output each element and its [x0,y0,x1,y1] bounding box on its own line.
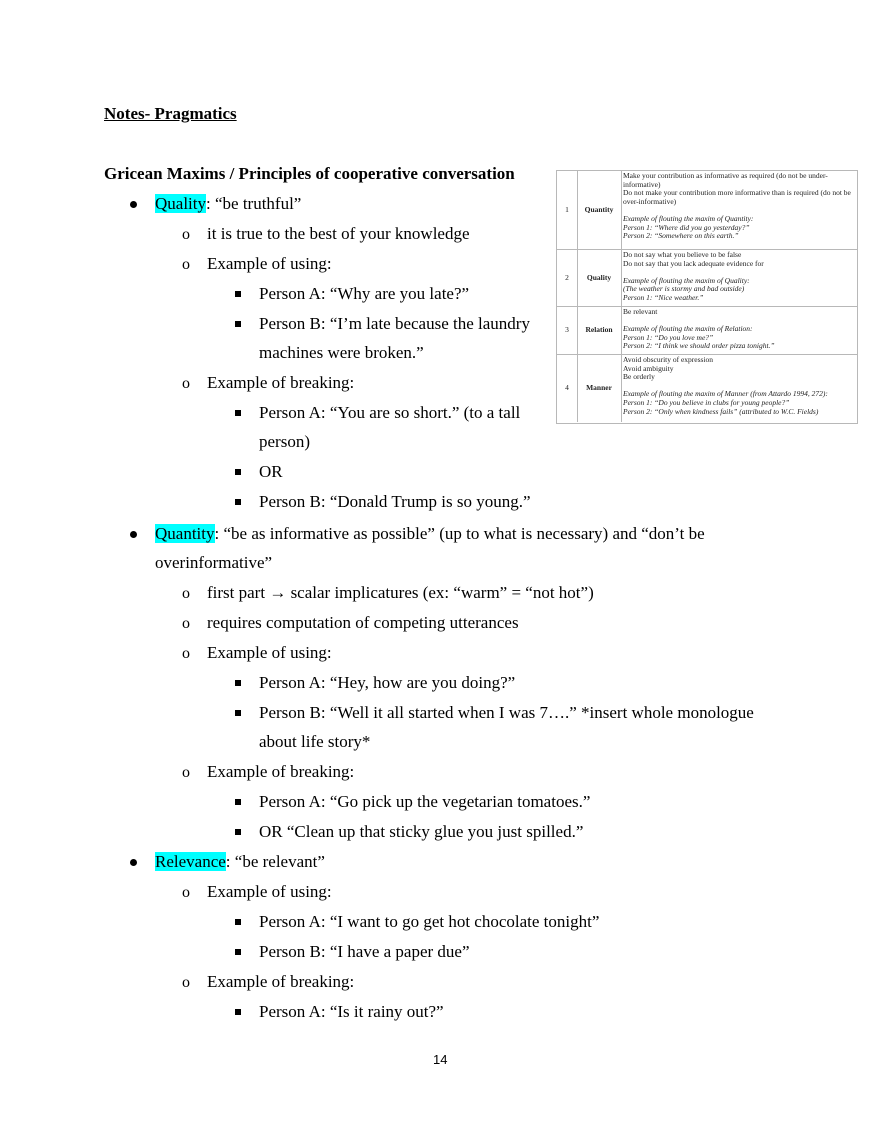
square-bullet-icon [235,829,241,835]
square-bullet-icon [235,499,241,505]
table-row [557,307,857,355]
quality-sub1: it is true to the best of your knowledge [207,224,470,243]
circle-bullet-icon: o [182,764,190,781]
table-line: Do not make your contribution more informative than is required (do not be [623,189,851,198]
square-bullet-icon [235,949,241,955]
quality-using2b: machines were broken.” [259,343,424,362]
section-heading: Gricean Maxims / Principles of cooperative conversation [104,164,515,183]
square-bullet-icon [235,469,241,475]
table-line: Person 2: “Only when kindness fails” (attributed to W.C. Fields) [623,407,819,416]
quantity-breaking1: Person A: “Go pick up the vegetarian tomatoes.” [259,792,591,811]
quantity-breaking2: OR “Clean up that sticky glue you just spilled.” [259,822,584,841]
table-line: Person 1: “Do you love me?” [623,333,714,342]
table-cell-num: 4 [557,355,578,422]
table-cell-maxim: Relation [577,307,622,354]
quality-definition: : “be truthful” [206,194,302,213]
quality-breaking-label: Example of breaking: [207,373,355,392]
quantity-definition-cont: overinformative” [155,553,273,572]
relevance-item [155,852,325,872]
circle-bullet-icon: o [182,974,190,991]
quality-breaking-or: OR [259,462,283,481]
table-cell-maxim: Quality [577,250,622,306]
relevance-using1: Person A: “I want to go get hot chocolate tonight” [259,912,600,931]
circle-bullet-icon: o [182,375,190,392]
square-bullet-icon [235,410,241,416]
bullet-dot-icon [130,859,137,866]
table-line: Example of flouting the maxim of Quantity: [623,214,754,223]
maxims-table-image [556,170,858,424]
square-bullet-icon [235,710,241,716]
square-bullet-icon [235,291,241,297]
table-line [623,268,855,277]
table-row [557,171,857,250]
quantity-using2a: Person B: “Well it all started when I was 7….” *insert whole monologue [259,703,754,722]
table-cell-num: 3 [557,307,578,354]
quality-using2a: Person B: “I’m late because the laundry [259,314,530,333]
table-line: Avoid ambiguity [623,364,674,373]
table-cell-desc [623,251,855,303]
table-cell-num: 1 [557,171,578,249]
quantity-breaking-label: Example of breaking: [207,762,355,781]
bullet-dot-icon [130,201,137,208]
square-bullet-icon [235,321,241,327]
page-number: 14 [433,1052,448,1067]
table-line: Avoid obscurity of expression [623,356,714,364]
quantity-term: Quantity [155,524,215,543]
table-line: Be relevant [623,308,658,316]
table-line: over-informative) [623,197,677,206]
quantity-using2b: about life story* [259,732,371,751]
table-cell-maxim: Quantity [577,171,622,249]
quantity-definition: : “be as informative as possible” (up to what is necessary) and “don’t be [214,524,705,543]
table-line: Person 2: “Somewhere on this earth.” [623,232,739,241]
quality-breaking1b: person) [259,432,310,451]
table-line: Do not say what you believe to be false [623,251,742,259]
table-line: informative) [623,180,661,189]
quantity-using1: Person A: “Hey, how are you doing?” [259,673,516,692]
quantity-sub1: first part → scalar implicatures (ex: “warm” = “not hot”) [207,583,594,602]
square-bullet-icon [235,799,241,805]
table-line: Person 2: “I think we should order pizza tonight.” [623,342,775,351]
quantity-using-label: Example of using: [207,643,332,662]
quantity-sub2: requires computation of competing utterances [207,613,519,632]
relevance-breaking-label: Example of breaking: [207,972,355,991]
quality-breaking2: Person B: “Donald Trump is so young.” [259,492,531,511]
table-row [557,355,857,422]
quality-item [155,194,301,214]
circle-bullet-icon: o [182,884,190,901]
circle-bullet-icon: o [182,256,190,273]
table-line [623,382,855,391]
relevance-definition: : “be relevant” [225,852,325,871]
table-line: Be orderly [623,373,655,382]
table-line: Person 1: “Where did you go yesterday?” [623,223,750,232]
circle-bullet-icon: o [182,645,190,662]
circle-bullet-icon: o [182,585,190,602]
table-line: Do not say that you lack adequate evidence for [623,259,764,268]
table-line [623,206,855,215]
square-bullet-icon [235,919,241,925]
table-cell-desc [623,172,855,241]
circle-bullet-icon: o [182,226,190,243]
relevance-term: Relevance [155,852,226,871]
table-line: Person 1: “Nice weather.” [623,293,704,302]
table-line [623,317,855,326]
circle-bullet-icon: o [182,615,190,632]
relevance-breaking1: Person A: “Is it rainy out?” [259,1002,444,1021]
table-line: Example of flouting the maxim of Manner (from Attardo 1994, 272): [623,390,828,399]
table-cell-num: 2 [557,250,578,306]
quality-term: Quality [155,194,206,213]
quality-breaking1a: Person A: “You are so short.” (to a tall [259,403,521,422]
quantity-item [155,524,705,544]
table-line: Person 1: “Do you believe in clubs for young people?” [623,398,790,407]
table-line: Example of flouting the maxim of Quality: [623,276,750,285]
table-row [557,250,857,307]
square-bullet-icon [235,1009,241,1015]
relevance-using-label: Example of using: [207,882,332,901]
table-line: Make your contribution as informative as required (do not be under- [623,172,828,180]
table-cell-desc [623,308,855,351]
quality-using-label: Example of using: [207,254,332,273]
bullet-dot-icon [130,531,137,538]
relevance-using2: Person B: “I have a paper due” [259,942,470,961]
table-cell-desc [623,356,855,416]
table-line: (The weather is stormy and bad outside) [623,285,745,294]
table-cell-maxim: Manner [577,355,622,422]
page-title: Notes- Pragmatics [104,104,237,123]
square-bullet-icon [235,680,241,686]
quality-using1: Person A: “Why are you late?” [259,284,470,303]
table-line: Example of flouting the maxim of Relation: [623,325,753,334]
